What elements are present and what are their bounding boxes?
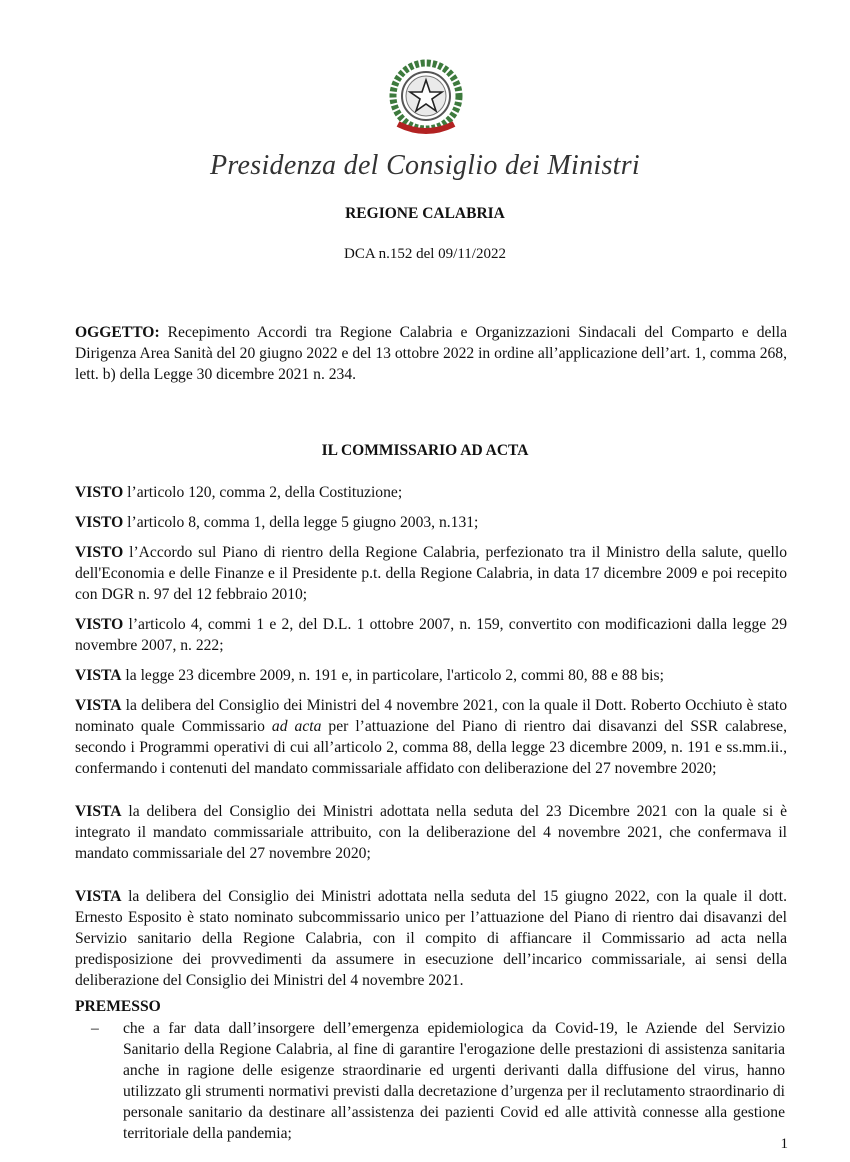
paragraph-label: VISTO	[75, 514, 124, 531]
paragraph-label: VISTA	[75, 697, 122, 714]
paragraph-label: VISTO	[75, 484, 124, 501]
dash-bullet-icon: –	[91, 1020, 99, 1037]
region-title: REGIONE CALABRIA	[345, 205, 505, 222]
preamble-paragraph	[75, 695, 787, 779]
preamble-paragraph	[75, 801, 787, 864]
paragraph-label: VISTO	[75, 544, 124, 561]
paragraph-label: VISTA	[75, 888, 122, 905]
preamble-list	[75, 482, 787, 1000]
subject-label: OGGETTO:	[75, 324, 160, 341]
paragraph-text: la delibera del Consiglio dei Ministri adottata nella seduta del 23 Dicembre 2021 con la quale si è integrato il mandato commissariale attribuito, con la deliberazione del 4 novembre 2021, che confermava il mandato commissariale del 27 novembre 2020;	[75, 803, 787, 862]
subject-paragraph	[75, 322, 787, 385]
premesso-title: PREMESSO	[75, 998, 161, 1015]
decree-number: DCA n.152 del 09/11/2022	[344, 246, 506, 262]
preamble-paragraph	[75, 665, 787, 686]
paragraph-text: l’Accordo sul Piano di rientro della Regione Calabria, perfezionato tra il Ministro della salute, quello dell'Economia e delle Finanze e il Presidente p.t. della Regione Calabria, in data 17 dicembre 2009 e poi recepito con DGR n. 97 del 12 febbraio 2010;	[75, 544, 787, 603]
paragraph-italic-text: ad acta	[271, 718, 322, 735]
italian-republic-emblem-icon	[386, 58, 466, 138]
preamble-paragraph	[75, 614, 787, 656]
page-number: 1	[780, 1136, 788, 1152]
list-item	[75, 1018, 787, 1144]
paragraph-label: VISTA	[75, 803, 122, 820]
paragraph-text: la delibera del Consiglio dei Ministri del 4 novembre 2021, con la quale il Dott. Roberto Occhiuto è stato nominato quale Commissario	[75, 697, 787, 735]
paragraph-text: l’articolo 4, commi 1 e 2, del D.L. 1 ottobre 2007, n. 159, convertito con modificazioni dalla legge 29 novembre 2007, n. 222;	[75, 616, 787, 654]
preamble-paragraph	[75, 512, 787, 533]
preamble-paragraph	[75, 482, 787, 503]
premesso-section	[75, 996, 787, 1144]
paragraph-text: la legge 23 dicembre 2009, n. 191 e, in particolare, l'articolo 2, commi 80, 88 e 88 bis;	[121, 667, 664, 684]
subject-text: Recepimento Accordi tra Regione Calabria e Organizzazioni Sindacali del Comparto e della Dirigenza Area Sanità del 20 giugno 2022 e del 13 ottobre 2022 in ordine all’applicazione dell’art. 1, comma 268, lett. b) della Legge 30 dicembre 2021 n. 234.	[75, 324, 787, 383]
section-title: IL COMMISSARIO AD ACTA	[321, 442, 529, 459]
paragraph-label: VISTO	[75, 616, 124, 633]
list-item-text: che a far data dall’insorgere dell’emergenza epidemiologica da Covid-19, le Aziende del Servizio Sanitario della Regione Calabria, al fine di garantire l'erogazione delle prestazioni di assistenza sanitaria anche in ragione delle esigenze straordinarie ed urgenti derivanti dalla diffusione del virus, hanno utilizzato gli strumenti normativi previsti dalla decretazione d’urgenza per il reclutamento straordinario di personale sanitario da destinare all’assistenza dei pazienti Covid ed alle attività connesse alla gestione territoriale della pandemia;	[123, 1020, 785, 1142]
paragraph-text: l’articolo 8, comma 1, della legge 5 giugno 2003, n.131;	[123, 514, 479, 531]
paragraph-label: VISTA	[75, 667, 122, 684]
institution-heading: Presidenza del Consiglio dei Ministri	[209, 150, 641, 181]
preamble-paragraph	[75, 542, 787, 605]
paragraph-text: l’articolo 120, comma 2, della Costituzione;	[123, 484, 403, 501]
paragraph-text: la delibera del Consiglio dei Ministri adottata nella seduta del 15 giugno 2022, con la quale il dott. Ernesto Esposito è stato nominato subcommissario unico per l’attuazione del Piano di rientro dai disavanzi del Servizio sanitario della Regione Calabria, con il compito di affiancare il Commissario ad acta nella predisposizione dei provvedimenti da assumere in esecuzione dell’incarico commissariale, ai sensi della deliberazione del Consiglio dei Ministri del 4 novembre 2021.	[75, 888, 787, 989]
paragraph-text: per l’attuazione del Piano di rientro dai disavanzi del SSR calabrese, secondo i Programmi operativi di cui all’articolo 2, comma 88, della legge 23 dicembre 2009, n. 191 e ss.mm.ii., confermando i contenuti del mandato commissariale affidato con deliberazione del 27 novembre 2020;	[75, 718, 787, 777]
preamble-paragraph	[75, 886, 787, 991]
